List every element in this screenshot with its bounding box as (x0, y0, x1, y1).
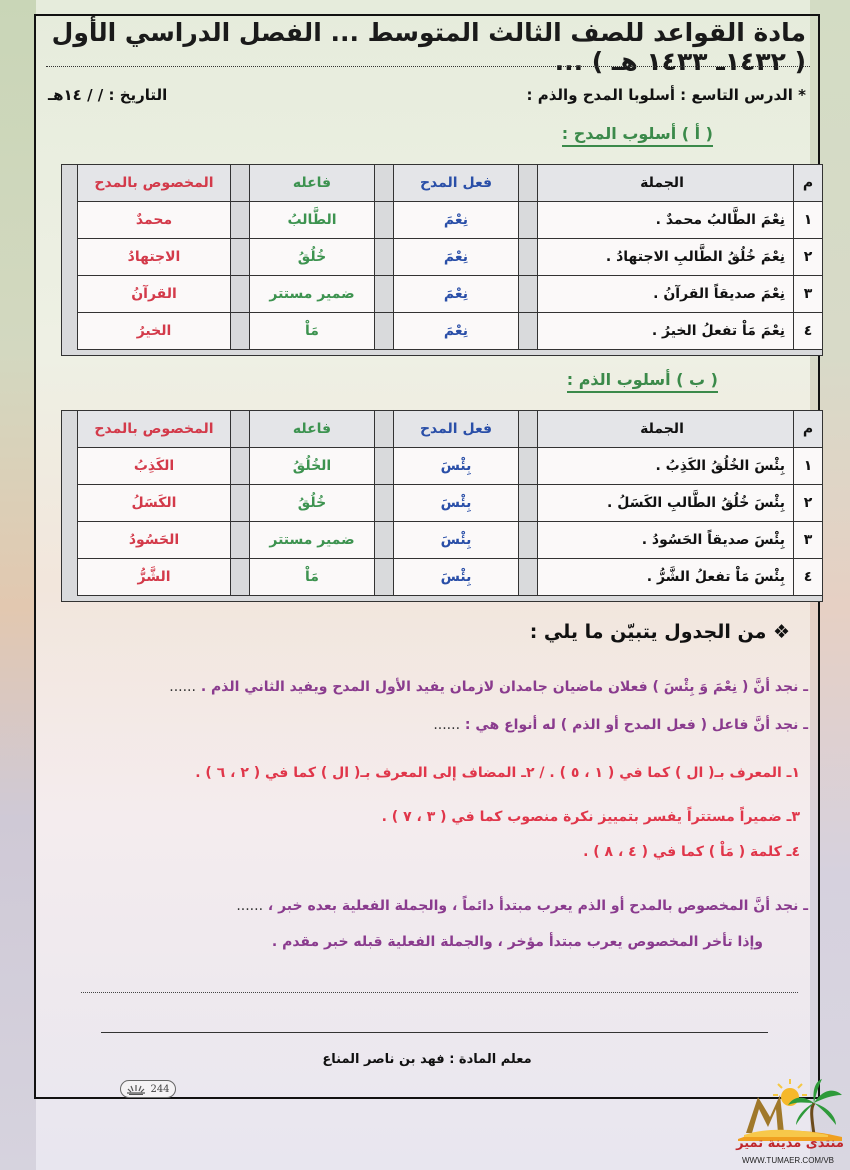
row-verb: بِئْسَ (393, 522, 518, 559)
col-header-num: م (793, 411, 822, 448)
row-number: ٤ (793, 313, 822, 350)
conclusion-line-1 (169, 679, 808, 695)
section-a-title: ( أ ) أسلوب المدح : (562, 124, 713, 147)
row-number: ٤ (793, 559, 822, 596)
col-header-agent: فاعله (249, 165, 374, 202)
table-header-row (77, 411, 822, 448)
column-gap (518, 485, 537, 522)
conclusion-heading: ❖ من الجدول يتبيّن ما يلي : (529, 621, 790, 643)
row-verb: بِئْسَ (393, 448, 518, 485)
page-number: 244 (150, 1083, 170, 1095)
leader-dots: ...... (236, 898, 264, 914)
column-gap (230, 313, 249, 350)
row-verb: بِئْسَ (393, 485, 518, 522)
page-title: مادة القواعد للصف الثالث المتوسط ... الفصل الدراسي الأول ( ١٤٣٢ـ ١٤٣٣ هـ ) ... (51, 18, 806, 76)
conclusion-line-3a-text: ـ نجد أنَّ المخصوص بالمدح أو الذم يعرب مبتدأ دائماً ، والجملة الفعلية بعده خبر ، (267, 898, 808, 914)
row-sentence: بِئْسَ خُلُقُ الطَّالبِ الكَسَلُ . (537, 485, 793, 522)
row-agent: ضمير مستتر (249, 276, 374, 313)
row-number: ٢ (793, 239, 822, 276)
worksheet-page (36, 16, 818, 1097)
column-gap (374, 239, 393, 276)
col-header-sentence: الجملة (537, 411, 793, 448)
table-row (77, 448, 822, 485)
column-gap (230, 276, 249, 313)
table-header-row (77, 165, 822, 202)
column-gap (230, 522, 249, 559)
row-sentence: بِئْسَ الخُلُقُ الكَذِبُ . (537, 448, 793, 485)
row-specified: الكَسَلُ (77, 485, 230, 522)
dotted-divider (81, 992, 798, 993)
col-header-num: م (793, 165, 822, 202)
table-row (77, 276, 822, 313)
lesson-title: * الدرس التاسع : أسلوبا المدح والذم : (526, 86, 806, 104)
sunrise-icon (126, 1084, 146, 1095)
row-sentence: بِئْسَ صديقاً الحَسُودُ . (537, 522, 793, 559)
leader-dots: ...... (433, 717, 461, 733)
column-gap (374, 202, 393, 239)
agent-type-3: ٣ـ ضميراً مستتراً يفسر بتمييز نكرة منصوب كما في ( ٣ ، ٧ ) . (381, 809, 800, 825)
row-number: ٣ (793, 522, 822, 559)
row-verb: نِعْمَ (393, 202, 518, 239)
col-header-verb: فعل المدح (393, 411, 518, 448)
column-gap (230, 202, 249, 239)
column-gap (374, 276, 393, 313)
logo-url: WWW.TUMAER.COM/VB (742, 1156, 834, 1165)
row-specified: القرآنُ (77, 276, 230, 313)
row-sentence: بِئْسَ مَاْ تفعلُ الشَّرُّ . (537, 559, 793, 596)
footer-divider (101, 1032, 768, 1033)
column-gap (518, 522, 537, 559)
row-number: ١ (793, 202, 822, 239)
row-specified: الخيرُ (77, 313, 230, 350)
conclusion-line-3b: وإذا تأخر المخصوص يعرب مبتدأ مؤخر ، والجملة الفعلية قبله خبر مقدم . (271, 934, 763, 950)
row-agent: مَاْ (249, 313, 374, 350)
col-header-specified: المخصوص بالمدح (77, 165, 230, 202)
row-specified: الكَذِبُ (77, 448, 230, 485)
row-number: ٢ (793, 485, 822, 522)
section-b-title: ( ب ) أسلوب الذم : (567, 370, 718, 393)
column-gap (518, 202, 537, 239)
agent-type-1-2: ١ـ المعرف بـ( ال ) كما في ( ١ ، ٥ ) . / ٢ـ المضاف إلى المعرف بـ( ال ) كما في ( ٢ ، ٦ ) . (195, 765, 800, 781)
row-sentence: نِعْمَ خُلُقُ الطَّالبِ الاجتهادُ . (537, 239, 793, 276)
row-sentence: نِعْمَ صديقاً القرآنُ . (537, 276, 793, 313)
table-row (77, 202, 822, 239)
column-gap (518, 239, 537, 276)
table-row (77, 485, 822, 522)
col-header-agent: فاعله (249, 411, 374, 448)
column-gap (518, 559, 537, 596)
conclusion-line-3a (236, 898, 808, 914)
row-specified: الاجتهادُ (77, 239, 230, 276)
conclusion-line-2-text: ـ نجد أنَّ فاعل ( فعل المدح أو الذم ) له أنواع هي : (464, 717, 808, 733)
row-agent: الخُلُقُ (249, 448, 374, 485)
row-number: ١ (793, 448, 822, 485)
date-field: التاريخ : / / ١٤هـ (48, 86, 168, 104)
column-gap (230, 165, 249, 202)
row-specified: الشَّرُّ (77, 559, 230, 596)
logo-text: منتدى مدينة تمير (736, 1136, 844, 1151)
column-gap (230, 411, 249, 448)
row-agent: ضمير مستتر (249, 522, 374, 559)
row-agent: خُلُقُ (249, 239, 374, 276)
page-left-decoration (0, 0, 36, 1170)
row-sentence: نِعْمَ الطَّالبُ محمدٌ . (537, 202, 793, 239)
row-verb: نِعْمَ (393, 313, 518, 350)
column-gap (374, 165, 393, 202)
column-gap (518, 165, 537, 202)
row-verb: نِعْمَ (393, 239, 518, 276)
praise-table (61, 164, 823, 356)
row-specified: محمدٌ (77, 202, 230, 239)
row-agent: مَاْ (249, 559, 374, 596)
column-gap (518, 313, 537, 350)
column-gap (374, 559, 393, 596)
column-gap (374, 313, 393, 350)
column-gap (230, 239, 249, 276)
col-header-specified: المخصوص بالمدح (77, 411, 230, 448)
row-sentence: نِعْمَ مَاْ تفعلُ الخيرُ . (537, 313, 793, 350)
column-gap (374, 485, 393, 522)
row-agent: الطَّالبُ (249, 202, 374, 239)
column-gap (230, 485, 249, 522)
title-divider (46, 66, 810, 67)
table-row (77, 559, 822, 596)
column-gap (518, 448, 537, 485)
row-verb: بِئْسَ (393, 559, 518, 596)
dispraise-table (61, 410, 823, 602)
row-number: ٣ (793, 276, 822, 313)
column-gap (374, 448, 393, 485)
row-verb: نِعْمَ (393, 276, 518, 313)
column-gap (230, 448, 249, 485)
table-row (77, 313, 822, 350)
forum-logo-icon (728, 1075, 848, 1167)
agent-type-4: ٤ـ كلمة ( مَاْ ) كما في ( ٤ ، ٨ ) . (583, 844, 800, 860)
row-agent: خُلُقُ (249, 485, 374, 522)
conclusion-line-1-text: ـ نجد أنَّ ( نِعْمَ وَ بِئْسَ ) فعلان ماضيان جامدان لازمان يفيد الأول المدح ويفيد الثاني الذم . (200, 679, 808, 695)
leader-dots: ...... (169, 679, 196, 695)
column-gap (518, 411, 537, 448)
table-row (77, 239, 822, 276)
col-header-sentence: الجملة (537, 165, 793, 202)
table-row (77, 522, 822, 559)
column-gap (230, 559, 249, 596)
page-number-badge (120, 1080, 176, 1098)
conclusion-line-2 (433, 717, 808, 733)
column-gap (518, 276, 537, 313)
teacher-name: معلم المادة : فهد بن ناصر المناع (322, 1052, 532, 1067)
row-specified: الحَسُودُ (77, 522, 230, 559)
column-gap (374, 522, 393, 559)
col-header-verb: فعل المدح (393, 165, 518, 202)
column-gap (374, 411, 393, 448)
